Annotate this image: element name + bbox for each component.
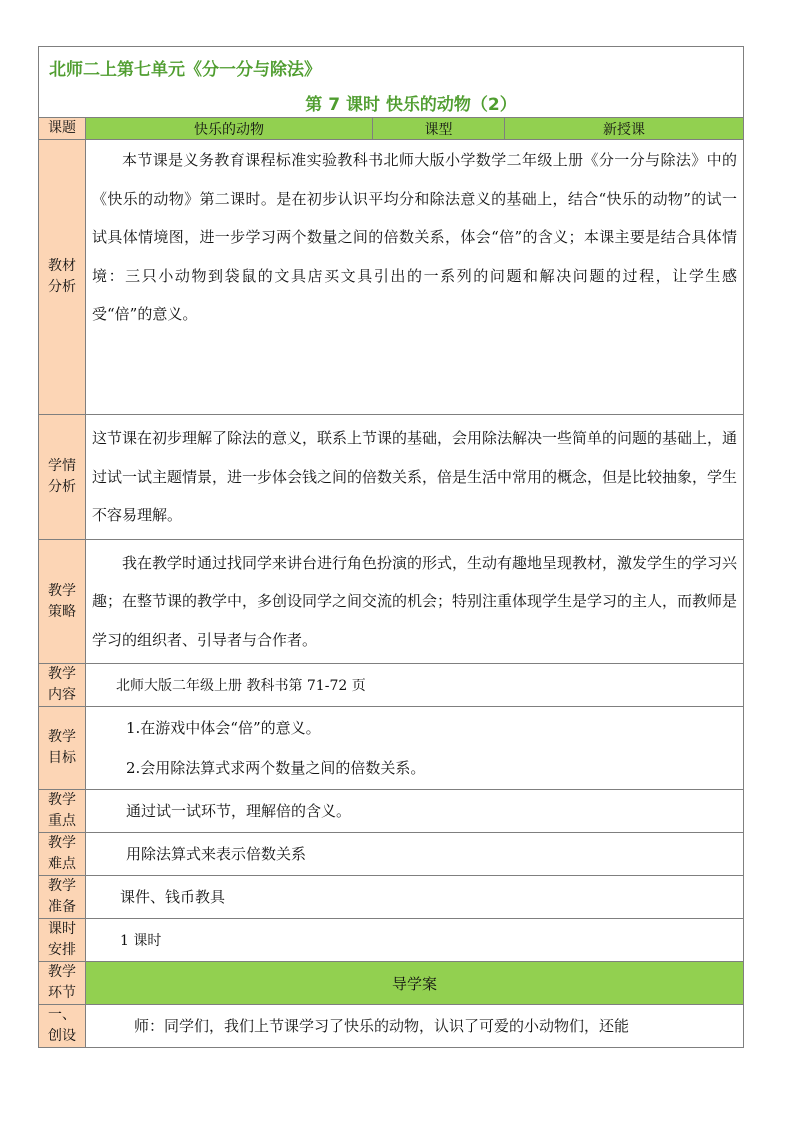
step1-text: 师：同学们，我们上节课学习了快乐的动物，认识了可爱的小动物们，还能	[86, 1005, 744, 1048]
goal-item: 1.在游戏中体会“倍”的意义。	[126, 719, 321, 737]
topic-label: 课题	[39, 118, 86, 140]
content-label	[39, 664, 86, 707]
step1-label	[39, 1005, 86, 1048]
strategy-text: 我在教学时通过找同学来讲台进行角色扮演的形式，生动有趣地呈现教材，激发学生的学习兴趣；在整节课的教学中，多创设同学之间交流的机会；特别注重体现学生是学习的主人，而教师是学习的组织者、引导者与合作者。	[86, 540, 744, 664]
key-point-label	[39, 790, 86, 833]
label-line: 教学	[48, 729, 76, 745]
process-label	[39, 962, 86, 1005]
student-analysis-text: 这节课在初步理解了除法的意义，联系上节课的基础，会用除法解决一些简单的问题的基础上，通过试一试主题情景，进一步体会钱之间的倍数关系，倍是生活中常用的概念，但是比较抽象，学生不容易理解。	[86, 415, 744, 540]
label-line: 内容	[48, 687, 76, 703]
label-line: 准备	[48, 899, 76, 915]
label-line: 教学	[48, 878, 76, 894]
label-line: 难点	[48, 856, 76, 872]
label-line: 策略	[48, 603, 76, 620]
type-value: 新授课	[505, 118, 744, 140]
type-label: 课型	[373, 118, 505, 140]
process-header: 导学案	[86, 962, 744, 1005]
lesson-title: 第 7 课时 快乐的动物（2）	[39, 87, 744, 118]
schedule-label	[39, 919, 86, 962]
label-line: 教学	[48, 964, 76, 980]
schedule-text: 1 课时	[86, 919, 744, 962]
label-line: 分析	[48, 279, 76, 295]
preparation-text: 课件、钱币教具	[86, 876, 744, 919]
label-line: 教学	[48, 582, 76, 599]
preparation-label	[39, 876, 86, 919]
label-line: 课时	[48, 921, 76, 937]
label-line: 重点	[48, 813, 76, 829]
label-line: 环节	[48, 985, 76, 1001]
strategy-label	[39, 540, 86, 664]
topic-value: 快乐的动物	[86, 118, 373, 140]
label-line: 学情	[48, 458, 76, 474]
content-text: 北师大版二年级上册 教科书第 71-72 页	[86, 664, 744, 707]
label-line: 安排	[48, 942, 76, 958]
label-line: 教学	[48, 666, 76, 682]
label-line: 教学	[48, 792, 76, 808]
student-analysis-label	[39, 415, 86, 540]
label-line: 教材	[48, 258, 76, 274]
difficulty-label	[39, 833, 86, 876]
textbook-analysis-label	[39, 140, 86, 415]
goals-label	[39, 707, 86, 790]
label-line: 教学	[48, 835, 76, 851]
label-line: 分析	[48, 479, 76, 495]
goal-item: 2.会用除法算式求两个数量之间的倍数关系。	[126, 759, 426, 777]
label-line: 一、	[48, 1007, 76, 1023]
difficulty-text: 用除法算式来表示倍数关系	[86, 833, 744, 876]
textbook-analysis-text: 本节课是义务教育课程标准实验教科书北师大版小学数学二年级上册《分一分与除法》中的《快乐的动物》第二课时。是在初步认识平均分和除法意义的基础上，结合“快乐的动物”的试一试具体情境图，进一步学习两个数量之间的倍数关系，体会“倍”的含义；本课主要是结合具体情境：三只小动物到袋鼠的文具店买文具引出的一系列的问题和解决问题的过程，让学生感受“倍”的意义。	[86, 140, 744, 415]
unit-title: 北师二上第七单元《分一分与除法》	[39, 47, 744, 88]
goals-list	[86, 707, 744, 790]
lesson-plan-page	[38, 46, 743, 1048]
key-point-text: 通过试一试环节，理解倍的含义。	[86, 790, 744, 833]
label-line: 创设	[48, 1028, 76, 1044]
lesson-plan-table	[38, 46, 744, 1048]
label-line: 目标	[48, 750, 76, 766]
